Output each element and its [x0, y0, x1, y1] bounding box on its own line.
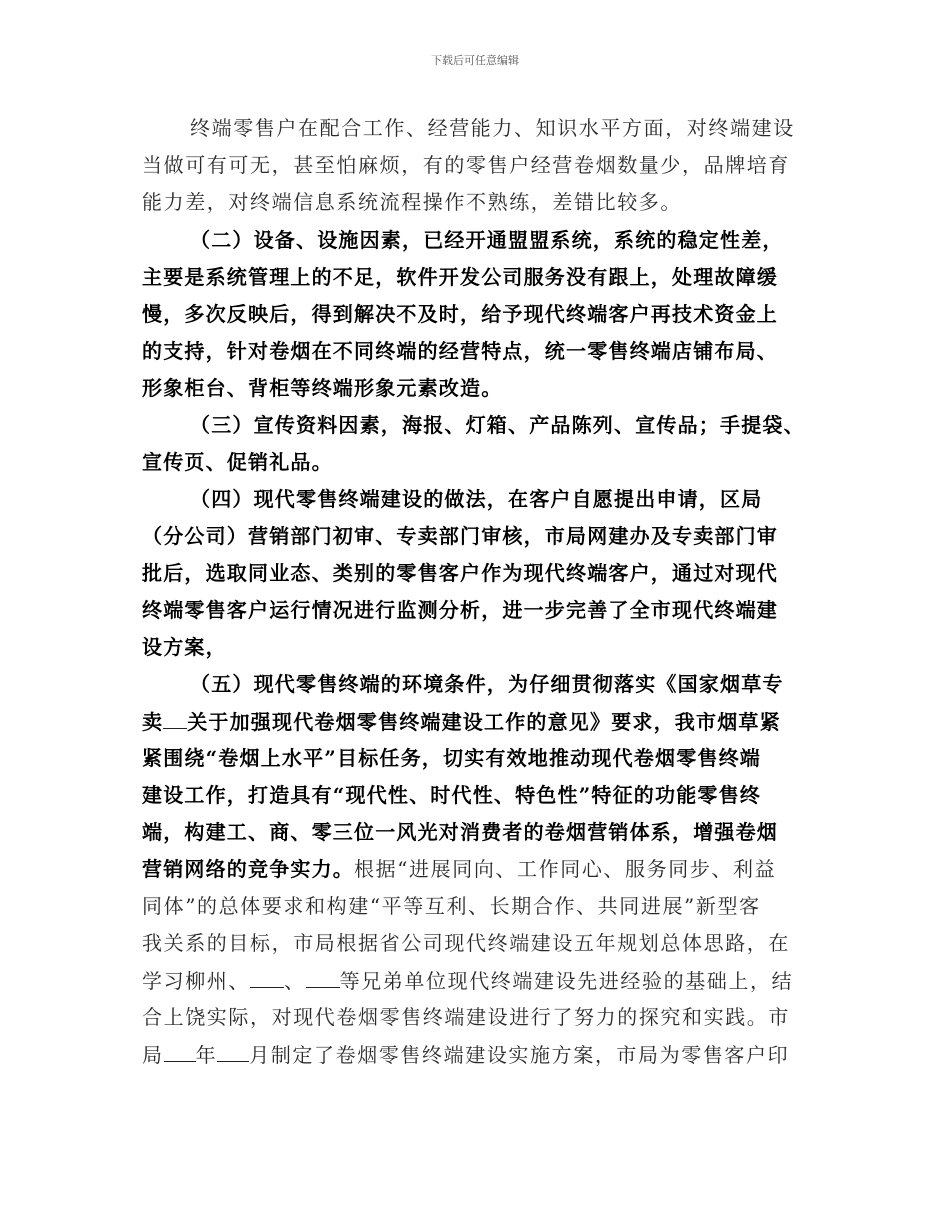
paragraph-line: 主要是系统管理上的不足，软件开发公司服务没有跟上，处理故障缓	[142, 265, 778, 289]
paragraph-line: 批后，选取同业态、类别的零售客户作为现代终端客户，通过对现代	[142, 561, 778, 585]
line-text: 、	[284, 969, 306, 993]
paragraph-line: （三）宣传资料因素，海报、灯箱、产品陈列、宣传品；手提袋、	[190, 413, 805, 437]
paragraph-line: 紧围绕“卷烟上水平”目标任务，切实有效地推动现代卷烟零售终端	[142, 746, 762, 770]
line-text: 卖	[142, 710, 164, 734]
paragraph-line: 终端零售客户运行情况进行监测分析，进一步完善了全市现代终端建	[142, 598, 778, 622]
line-text: 局	[142, 1043, 164, 1067]
blank-underline	[306, 967, 340, 988]
paragraph-line: 我关系的目标，市局根据省公司现代终端建设五年规划总体思路，在	[142, 931, 790, 955]
line-text: 关于加强现代卷烟零售终端建设工作的意见》要求，我市烟草紧	[187, 710, 781, 734]
line-text: 年	[195, 1043, 218, 1067]
bold-segment: 营销网络的竞争实力。	[142, 857, 354, 881]
paragraph-line: （分公司）营销部门初审、专卖部门审核，市局网建办及专卖部门审	[142, 524, 778, 548]
line-text: 月制定了卷烟零售终端建设实施方案，市局为零售客户印	[249, 1043, 790, 1067]
normal-segment: 根据“进展同向、工作同心、服务同步、利益	[354, 857, 777, 881]
paragraph-line: 端，构建工、商、零三位一风光对消费者的卷烟营销体系，增强卷烟	[142, 820, 778, 844]
paragraph-line: 慢，多次反映后，得到解决不及时，给予现代终端客户再技术资金上	[142, 302, 778, 326]
paragraph-line: 设方案，	[142, 635, 227, 659]
paragraph-line: 能力差，对终端信息系统流程操作不熟练，差错比较多。	[142, 190, 682, 214]
paragraph-line: （五）现代零售终端的环境条件，为仔细贯彻落实《国家烟草专	[190, 672, 784, 696]
paragraph-line: （二）设备、设施因素，已经开通盟盟系统，系统的稳定性差，	[190, 228, 784, 252]
page-header: 下载后可任意编辑	[431, 54, 519, 67]
paragraph-line: 终端零售户在配合工作、经营能力、知识水平方面，对终端建设	[190, 116, 795, 140]
paragraph-line	[142, 708, 781, 735]
paragraph-line	[142, 967, 793, 994]
paragraph-line	[142, 1041, 789, 1068]
blank-underline	[250, 967, 284, 988]
blank-underline	[217, 1041, 249, 1062]
paragraph-line: 宣传页、促销礼品。	[142, 450, 333, 474]
paragraph-line	[142, 856, 776, 882]
paragraph-line: 合上饶实际，对现代卷烟零售终端建设进行了努力的探究和实践。市	[142, 1005, 790, 1029]
line-text: 等兄弟单位现代终端建设先进经验的基础上，结	[339, 969, 794, 993]
blank-underline	[164, 1041, 196, 1062]
paragraph-line: 的支持，针对卷烟在不同终端的经营特点，统一零售终端店铺布局、	[142, 339, 778, 363]
paragraph-line: 同体”的总体要求和构建“平等互利、长期合作、共同进展”新型客	[142, 894, 761, 918]
paragraph-line: （四）现代零售终端建设的做法，在客户自愿提出申请，区局	[190, 487, 763, 511]
blank-underline	[163, 708, 187, 729]
line-text: 学习柳州、	[142, 969, 250, 993]
paragraph-line: 形象柜台、背柜等终端形象元素改造。	[142, 376, 503, 400]
paragraph-line: 当做可有可无，甚至怕麻烦，有的零售户经营卷烟数量少，品牌培育	[142, 153, 790, 177]
paragraph-line: 建设工作，打造具有“现代性、时代性、特色性”特征的功能零售终	[142, 783, 762, 807]
